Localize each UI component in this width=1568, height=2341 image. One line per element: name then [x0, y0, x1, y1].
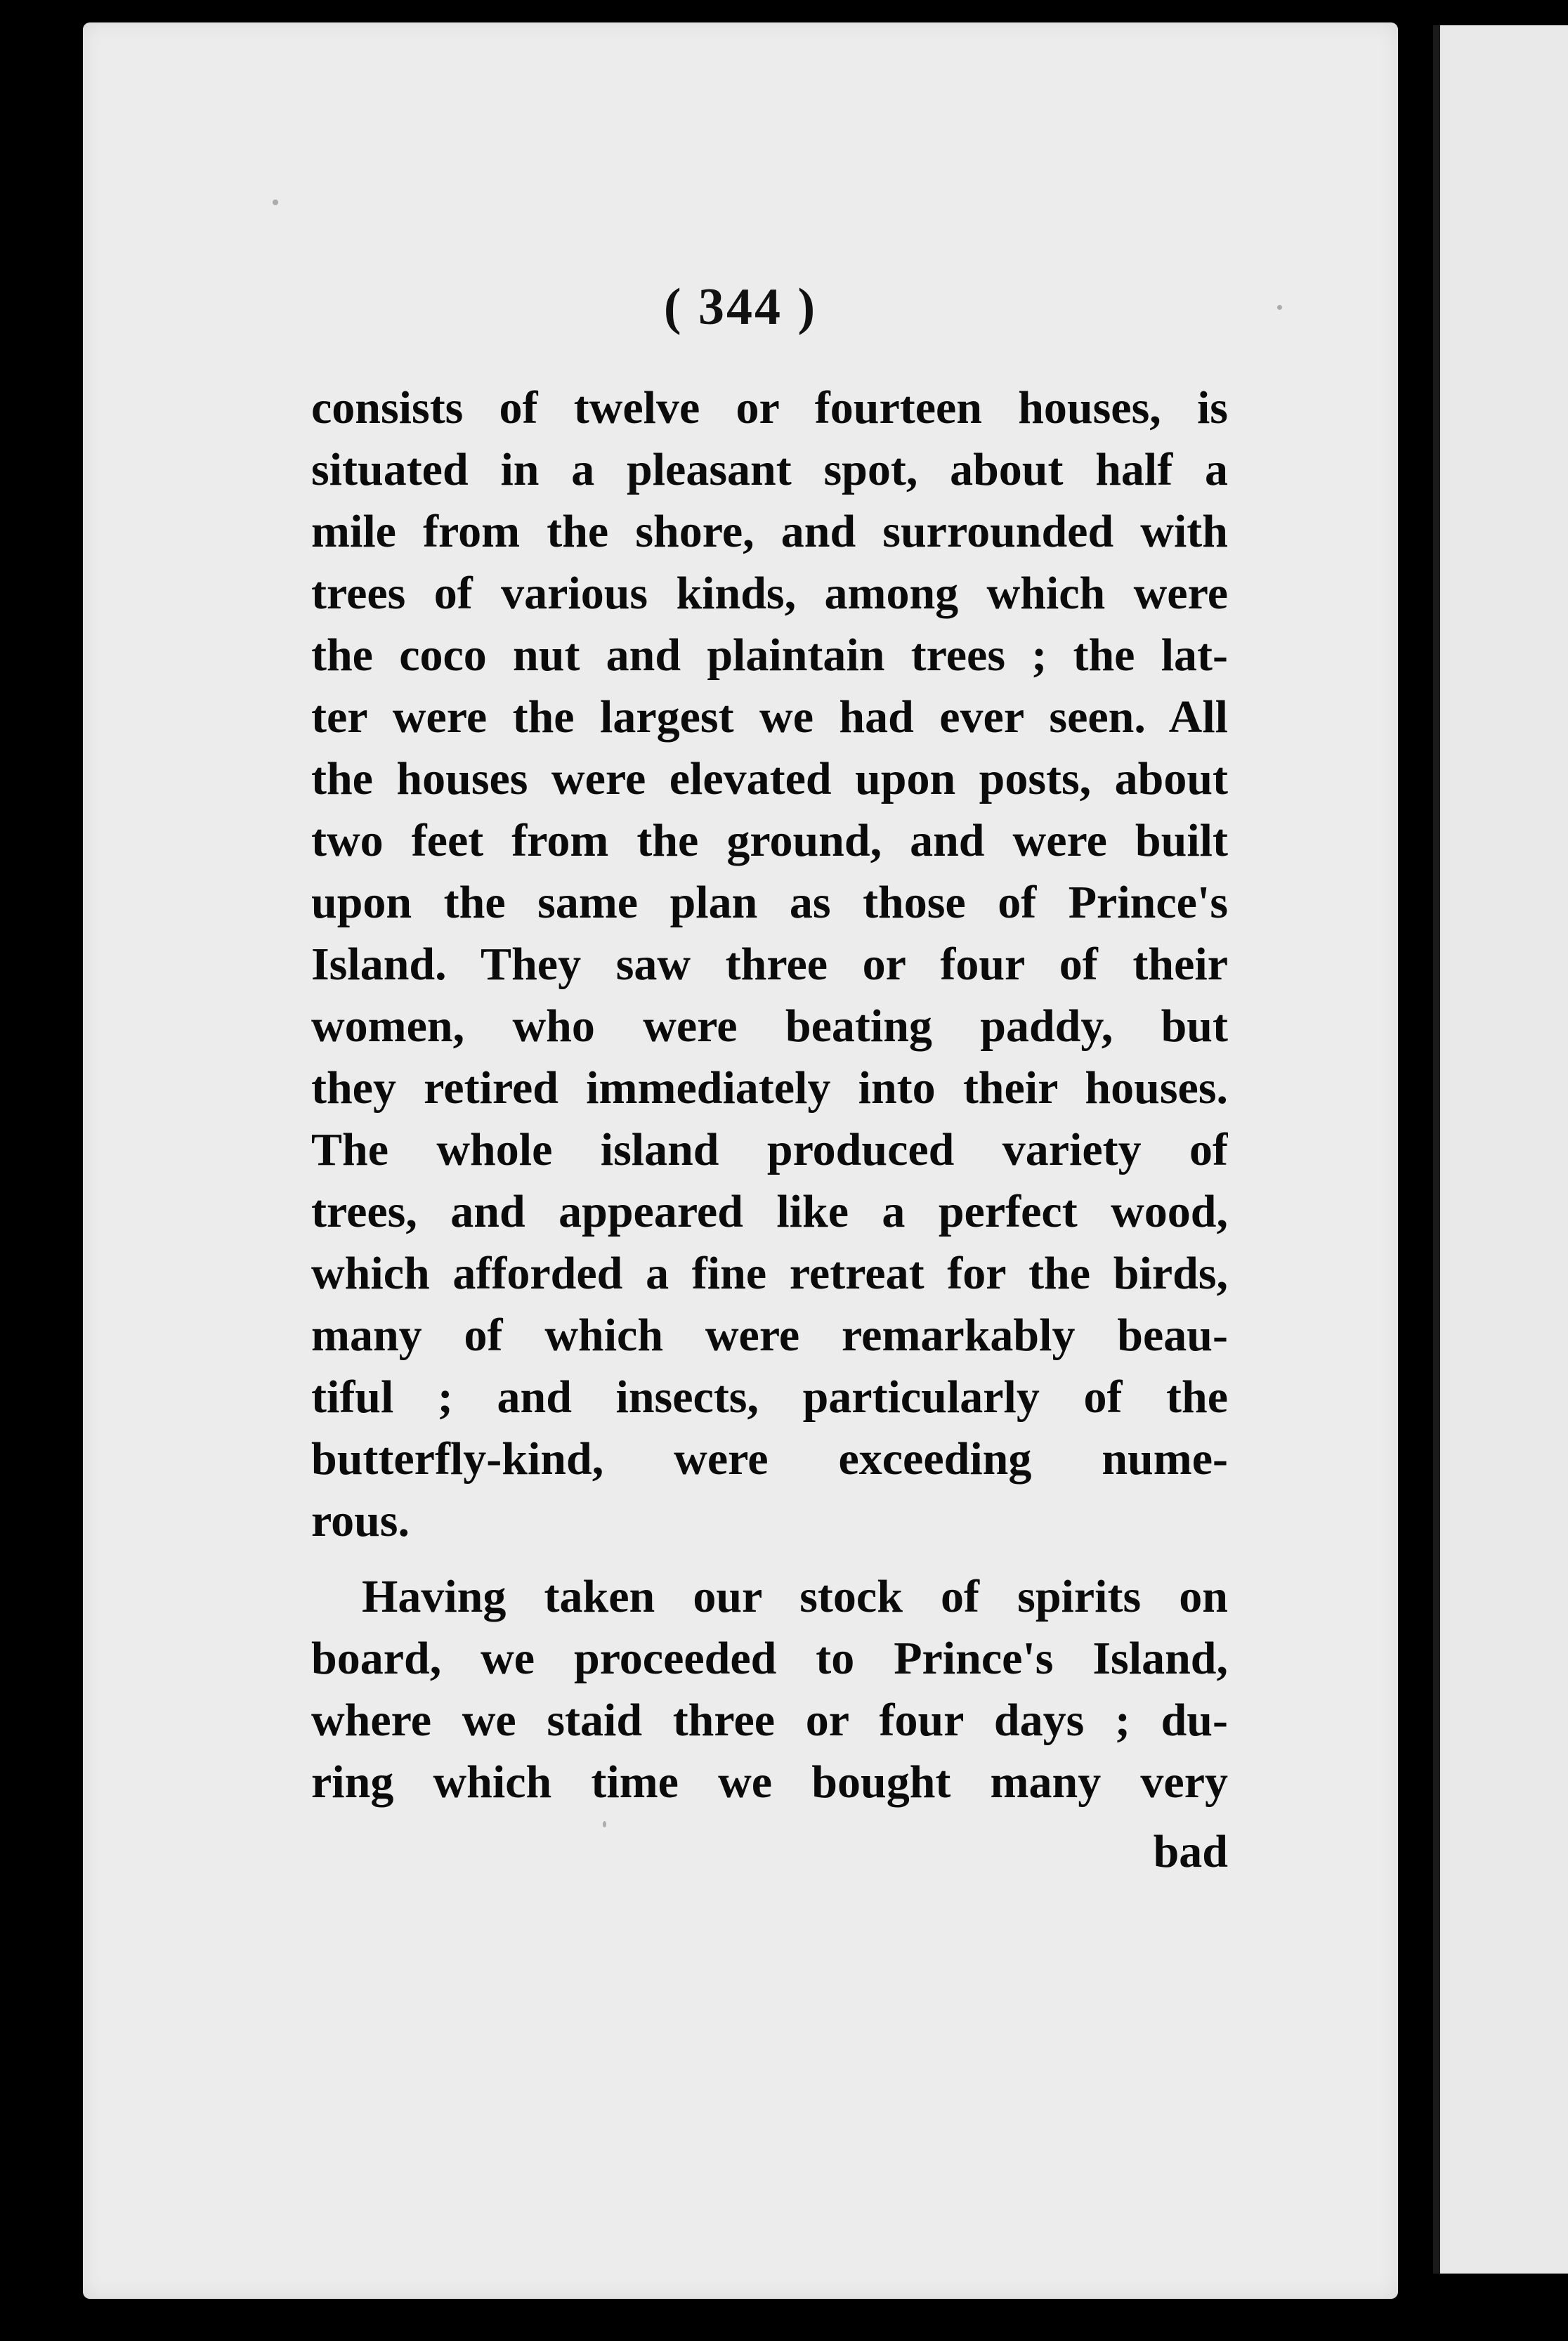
- book-page: [83, 22, 1398, 2299]
- text-line: consists of twelve or fourteen houses, is: [311, 382, 1228, 433]
- text-line: butterfly-kind, were exceeding nume-: [311, 1433, 1228, 1485]
- text-line: ter were the largest we had ever seen. All: [311, 691, 1228, 743]
- text-line: trees of various kinds, among which were: [311, 568, 1228, 619]
- page-number-header: ( 344 ): [663, 278, 818, 336]
- text-line: upon the same plan as those of Prince's: [311, 877, 1228, 928]
- paper-speck: [273, 200, 278, 205]
- text-line: which afforded a fine retreat for the birds,: [311, 1248, 1228, 1299]
- body-text: [311, 377, 1228, 1813]
- catchword: bad: [1153, 1826, 1228, 1877]
- paragraph-gap: [311, 1552, 1228, 1566]
- text-line: Having taken our stock of spirits on: [362, 1571, 1228, 1622]
- text-line: situated in a pleasant spot, about half a: [311, 444, 1228, 495]
- text-line: two feet from the ground, and were built: [311, 815, 1228, 866]
- text-line: The whole island produced variety of: [311, 1124, 1228, 1175]
- adjacent-page-edge: [1433, 25, 1568, 2274]
- text-line: the coco nut and plaintain trees ; the lat-: [311, 630, 1228, 681]
- text-line: the houses were elevated upon posts, about: [311, 753, 1228, 804]
- text-line: trees, and appeared like a perfect wood,: [311, 1186, 1228, 1237]
- text-line: tiful ; and insects, particularly of the: [311, 1371, 1228, 1423]
- paper-speck: [603, 1821, 606, 1827]
- paper-speck: [1277, 305, 1282, 310]
- text-line: ring which time we bought many very: [311, 1756, 1228, 1808]
- text-line: women, who were beating paddy, but: [311, 1000, 1228, 1052]
- text-line: they retired immediately into their houses.: [311, 1062, 1228, 1114]
- text-line: mile from the shore, and surrounded with: [311, 506, 1228, 557]
- text-line: many of which were remarkably beau-: [311, 1310, 1228, 1361]
- text-line: rous.: [311, 1495, 410, 1546]
- text-line: board, we proceeded to Prince's Island,: [311, 1633, 1228, 1684]
- text-line: Island. They saw three or four of their: [311, 939, 1228, 990]
- text-line: where we staid three or four days ; du-: [311, 1695, 1228, 1746]
